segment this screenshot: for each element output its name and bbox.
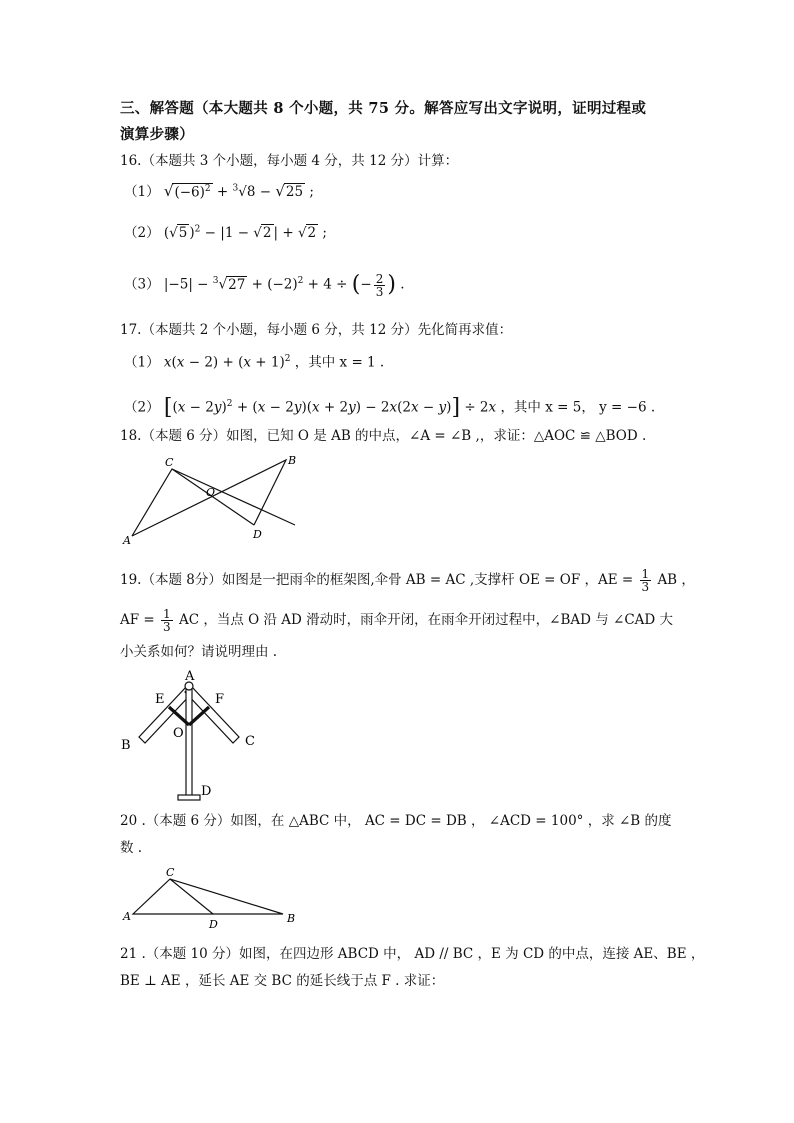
q20-label-a: A — [123, 910, 131, 923]
q19-label-f: F — [215, 692, 225, 707]
q16-stem: 16.（本题共 3 个小题，每小题 4 分，共 12 分）计算： — [120, 153, 459, 169]
q19-frac2-den: 3 — [163, 620, 171, 634]
q19-frac2-num: 1 — [163, 607, 171, 621]
q18-figure — [115, 452, 315, 547]
q21-line1: 21 .（本题 10 分）如图，在四边形 ABCD 中， AD // BC ，E 为 CD 的中点，连接 AE、BE ， — [120, 946, 705, 962]
q19-line2 — [120, 608, 684, 633]
q18-label-b: B — [288, 454, 297, 467]
q17-part2: （2） $[(x - 2y)^2 + (x - 2y)(x + 2y) - 2x(2x - y)] \div 2x$ ，其中 x = 5， y = −6 . — [124, 395, 656, 420]
q17-part1: （1） $x(x - 2) + (x + 1)^2$ ，其中 x = 1 . — [124, 354, 385, 371]
q16-p1-label: （1） — [124, 184, 160, 200]
q20-triangle-abc — [133, 879, 283, 914]
q20-label-c: C — [166, 866, 175, 879]
q21-line2: BE ⊥ AE ，延长 AE 交 BC 的延长线于点 F . 求证： — [120, 973, 445, 989]
q18-label-a: A — [123, 534, 131, 547]
q20-label-d: D — [209, 918, 218, 931]
q16-part1: （1） $√(-6)^2 + ^3√8 - √25$ ; — [124, 182, 314, 200]
q17-p2-condition: ，其中 x = 5， y = −6 . — [500, 399, 656, 416]
q19-line1b: AB ， — [657, 572, 695, 588]
q19-label-c: C — [245, 734, 255, 749]
q19-line2b: AC ，当点 O 沿 AD 滑动时，雨伞开闭，在雨伞开闭过程中，∠BAD 与 ∠CAD 大 — [178, 612, 674, 628]
q19-frac1-den: 3 — [641, 580, 650, 594]
q19-base-d — [178, 795, 200, 800]
q19-label-d: D — [201, 784, 212, 799]
q19-label-a: A — [185, 669, 195, 684]
q16-part2: （2） (√5 )$^2$ − |1 − √2 | + √2 ; — [124, 224, 327, 241]
q20-line1: 20 .（本题 6 分）如图，在 △ABC 中， AC = DC = DB ， ∠ACD = 100° ，求 ∠B 的度 — [120, 813, 672, 829]
q20-line2: 数 . — [120, 840, 143, 856]
q20-figure — [115, 862, 315, 937]
q18-text: 18.（本题 6 分）如图，已知 O 是 AB 的中点，∠A = ∠B ,，求证：△AOC ≌ △BOD . — [120, 428, 647, 444]
q19-line1 — [120, 567, 695, 594]
q18-label-c: C — [165, 456, 174, 469]
q16-part3: （3） $|-5| - ^3√27 + (-2)^2 + 4$ ÷ (− $\frac{2}{3}$ ) . — [124, 271, 405, 299]
q17-stem: 17.（本题共 2 个小题，每小题 6 分，共 12 分）先化简再求值： — [120, 322, 513, 338]
q19-label-e: E — [155, 692, 165, 707]
q19-umbrella-figure — [115, 665, 275, 805]
section-heading-line1: 三、解答题（本大题共 8 个小题，共 75 分。解答应写出文字说明，证明过程或 — [120, 100, 647, 117]
q18-segment-a-c-d — [132, 469, 295, 536]
q19-rib-ab — [139, 686, 193, 743]
q20-label-b: B — [287, 912, 296, 925]
q18-label-d: D — [253, 528, 262, 541]
q17-p1-condition: ，其中 x = 1 . — [294, 354, 385, 371]
q17-p2-label: （2） — [124, 399, 160, 416]
q18-label-o: O — [206, 486, 216, 499]
q19-line2a: AF = — [120, 612, 155, 628]
q17-p1-label: （1） — [124, 354, 160, 371]
q20-segment-cd — [170, 879, 213, 914]
q19-frac1-num: 1 — [641, 567, 650, 581]
section-heading-line2: 演算步骤） — [120, 126, 194, 143]
q19-line1a: 19.（本题 8分）如图是一把雨伞的框架图,伞骨 AB = AC ,支撑杆 OE = OF ，AE = — [120, 572, 634, 588]
q16-p2-label: （2） — [124, 225, 160, 241]
q19-label-b: B — [121, 738, 131, 753]
q19-shaft-ad — [186, 689, 192, 797]
q19-rib-ac — [185, 686, 239, 743]
q19-line3: 小关系如何？请说明理由 . — [120, 644, 278, 660]
q19-label-o: O — [173, 726, 184, 741]
q16-p3-label: （3） — [124, 276, 160, 293]
